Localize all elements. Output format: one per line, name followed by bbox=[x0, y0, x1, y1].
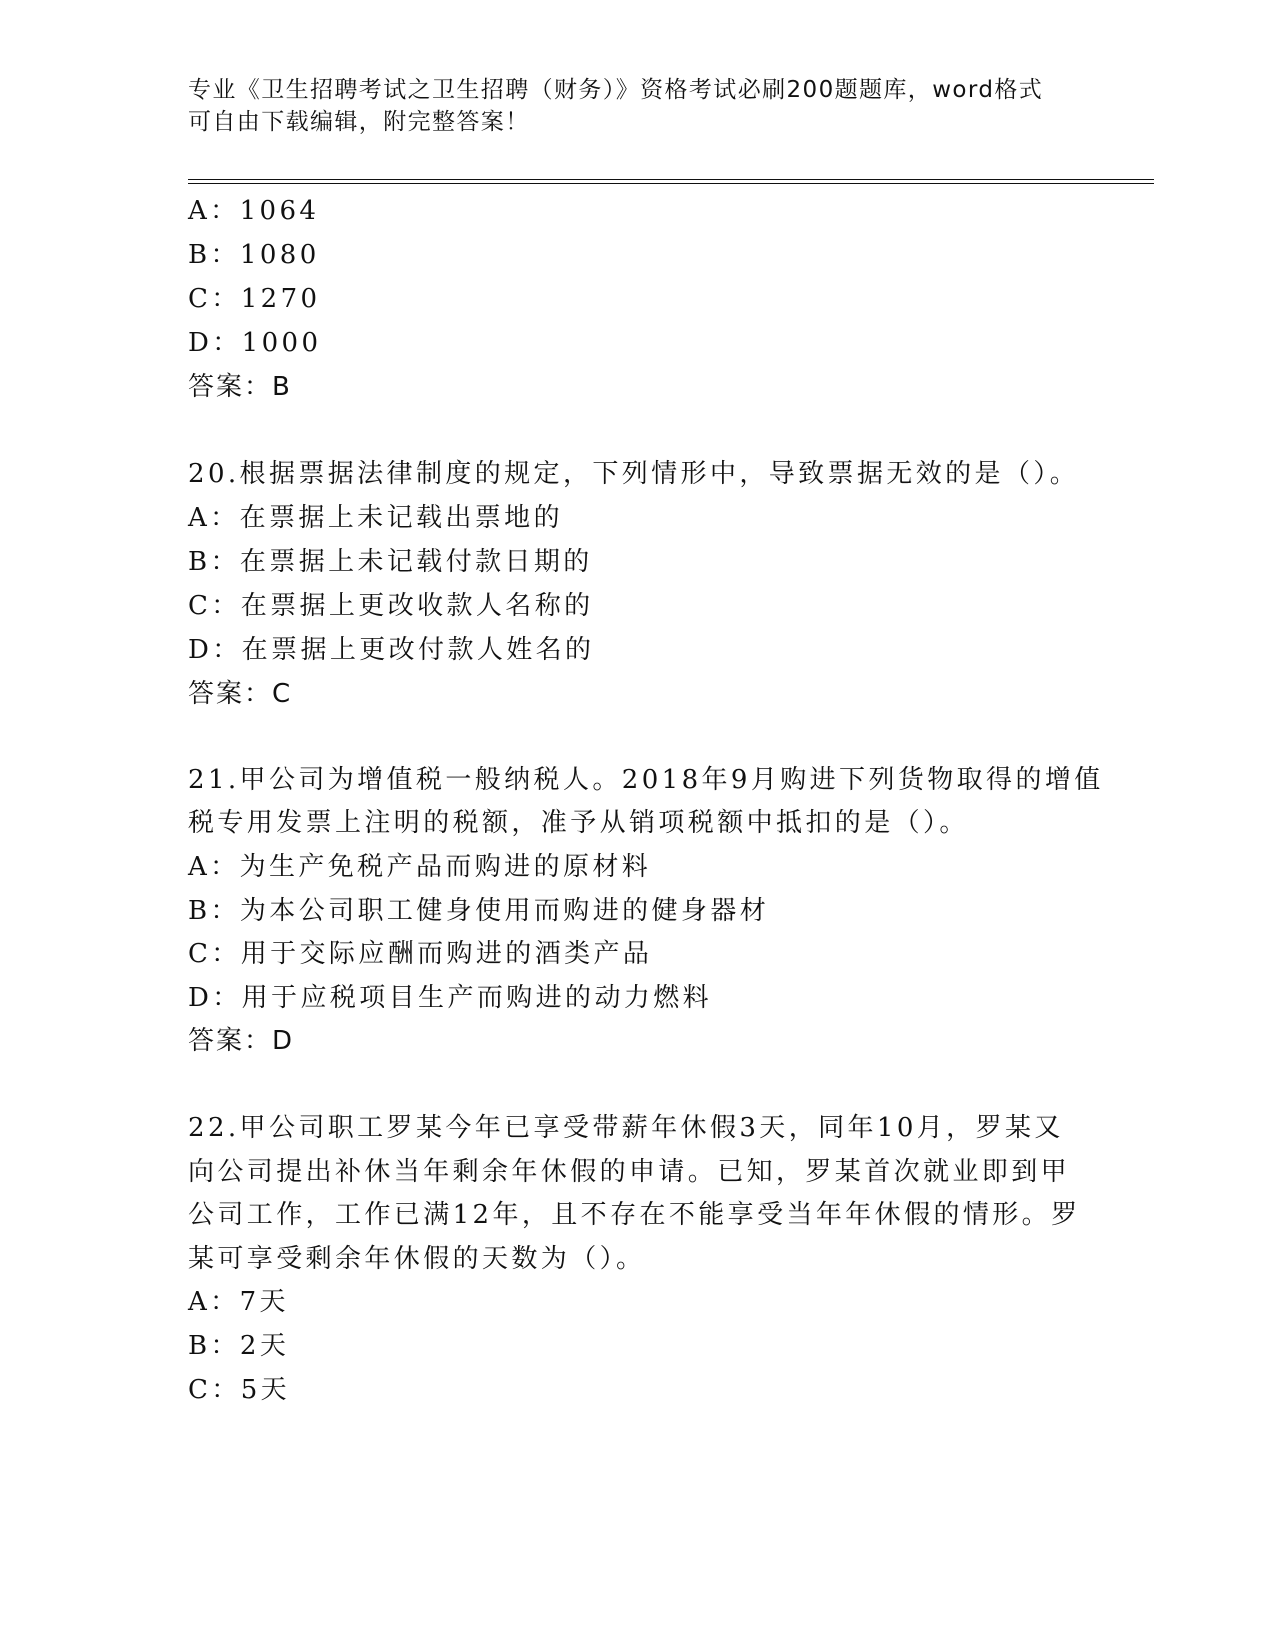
q19-option-d: D：1000 bbox=[188, 328, 322, 358]
q20-option-c: C：在票据上更改收款人名称的 bbox=[188, 591, 594, 621]
q22-option-b: B：2天 bbox=[188, 1331, 290, 1361]
q21-option-b: B：为本公司职工健身使用而购进的健身器材 bbox=[188, 896, 770, 926]
document-header bbox=[188, 74, 1088, 138]
q19-answer: 答案：B bbox=[188, 372, 292, 402]
header-line-2: 可自由下载编辑，附完整答案！ bbox=[188, 109, 530, 135]
q20-stem-line-1: 20.根据票据法律制度的规定，下列情形中，导致票据无效的是（）。 bbox=[188, 459, 1080, 489]
q21-stem-line-2: 税专用发票上注明的税额，准予从销项税额中抵扣的是（）。 bbox=[188, 808, 969, 838]
q20-option-d: D：在票据上更改付款人姓名的 bbox=[188, 635, 595, 665]
q20-option-b: B：在票据上未记载付款日期的 bbox=[188, 547, 593, 577]
q21-option-d: D：用于应税项目生产而购进的动力燃料 bbox=[188, 983, 713, 1013]
q20-option-a: A：在票据上未记载出票地的 bbox=[188, 503, 563, 533]
header-divider-bottom bbox=[188, 183, 1154, 184]
q19-option-a: A：1064 bbox=[188, 196, 320, 226]
q19-option-b: B：1080 bbox=[188, 240, 320, 270]
q20-answer: 答案：C bbox=[188, 679, 293, 709]
header-line-1: 专业《卫生招聘考试之卫生招聘（财务）》资格考试必刷200题题库，word格式 bbox=[188, 77, 1044, 103]
q22-option-a: A：7天 bbox=[188, 1287, 289, 1317]
q21-answer: 答案：D bbox=[188, 1026, 295, 1056]
q21-option-c: C：用于交际应酬而购进的酒类产品 bbox=[188, 939, 653, 969]
header-divider-top bbox=[188, 179, 1154, 180]
q22-option-c: C：5天 bbox=[188, 1375, 291, 1405]
q22-stem-line-1: 22.甲公司职工罗某今年已享受带薪年休假3天，同年10月，罗某又 bbox=[188, 1113, 1064, 1143]
q21-option-a: A：为生产免税产品而购进的原材料 bbox=[188, 852, 652, 882]
q22-stem-line-4: 某可享受剩余年休假的天数为（）。 bbox=[188, 1244, 646, 1274]
q22-stem-line-2: 向公司提出补休当年剩余年休假的申请。已知，罗某首次就业即到甲 bbox=[188, 1157, 1071, 1187]
q19-option-c: C：1270 bbox=[188, 284, 321, 314]
q22-stem-line-3: 公司工作，工作已满12年，且不存在不能享受当年年休假的情形。罗 bbox=[188, 1200, 1081, 1230]
q21-stem-line-1: 21.甲公司为增值税一般纳税人。2018年9月购进下列货物取得的增值 bbox=[188, 765, 1104, 795]
